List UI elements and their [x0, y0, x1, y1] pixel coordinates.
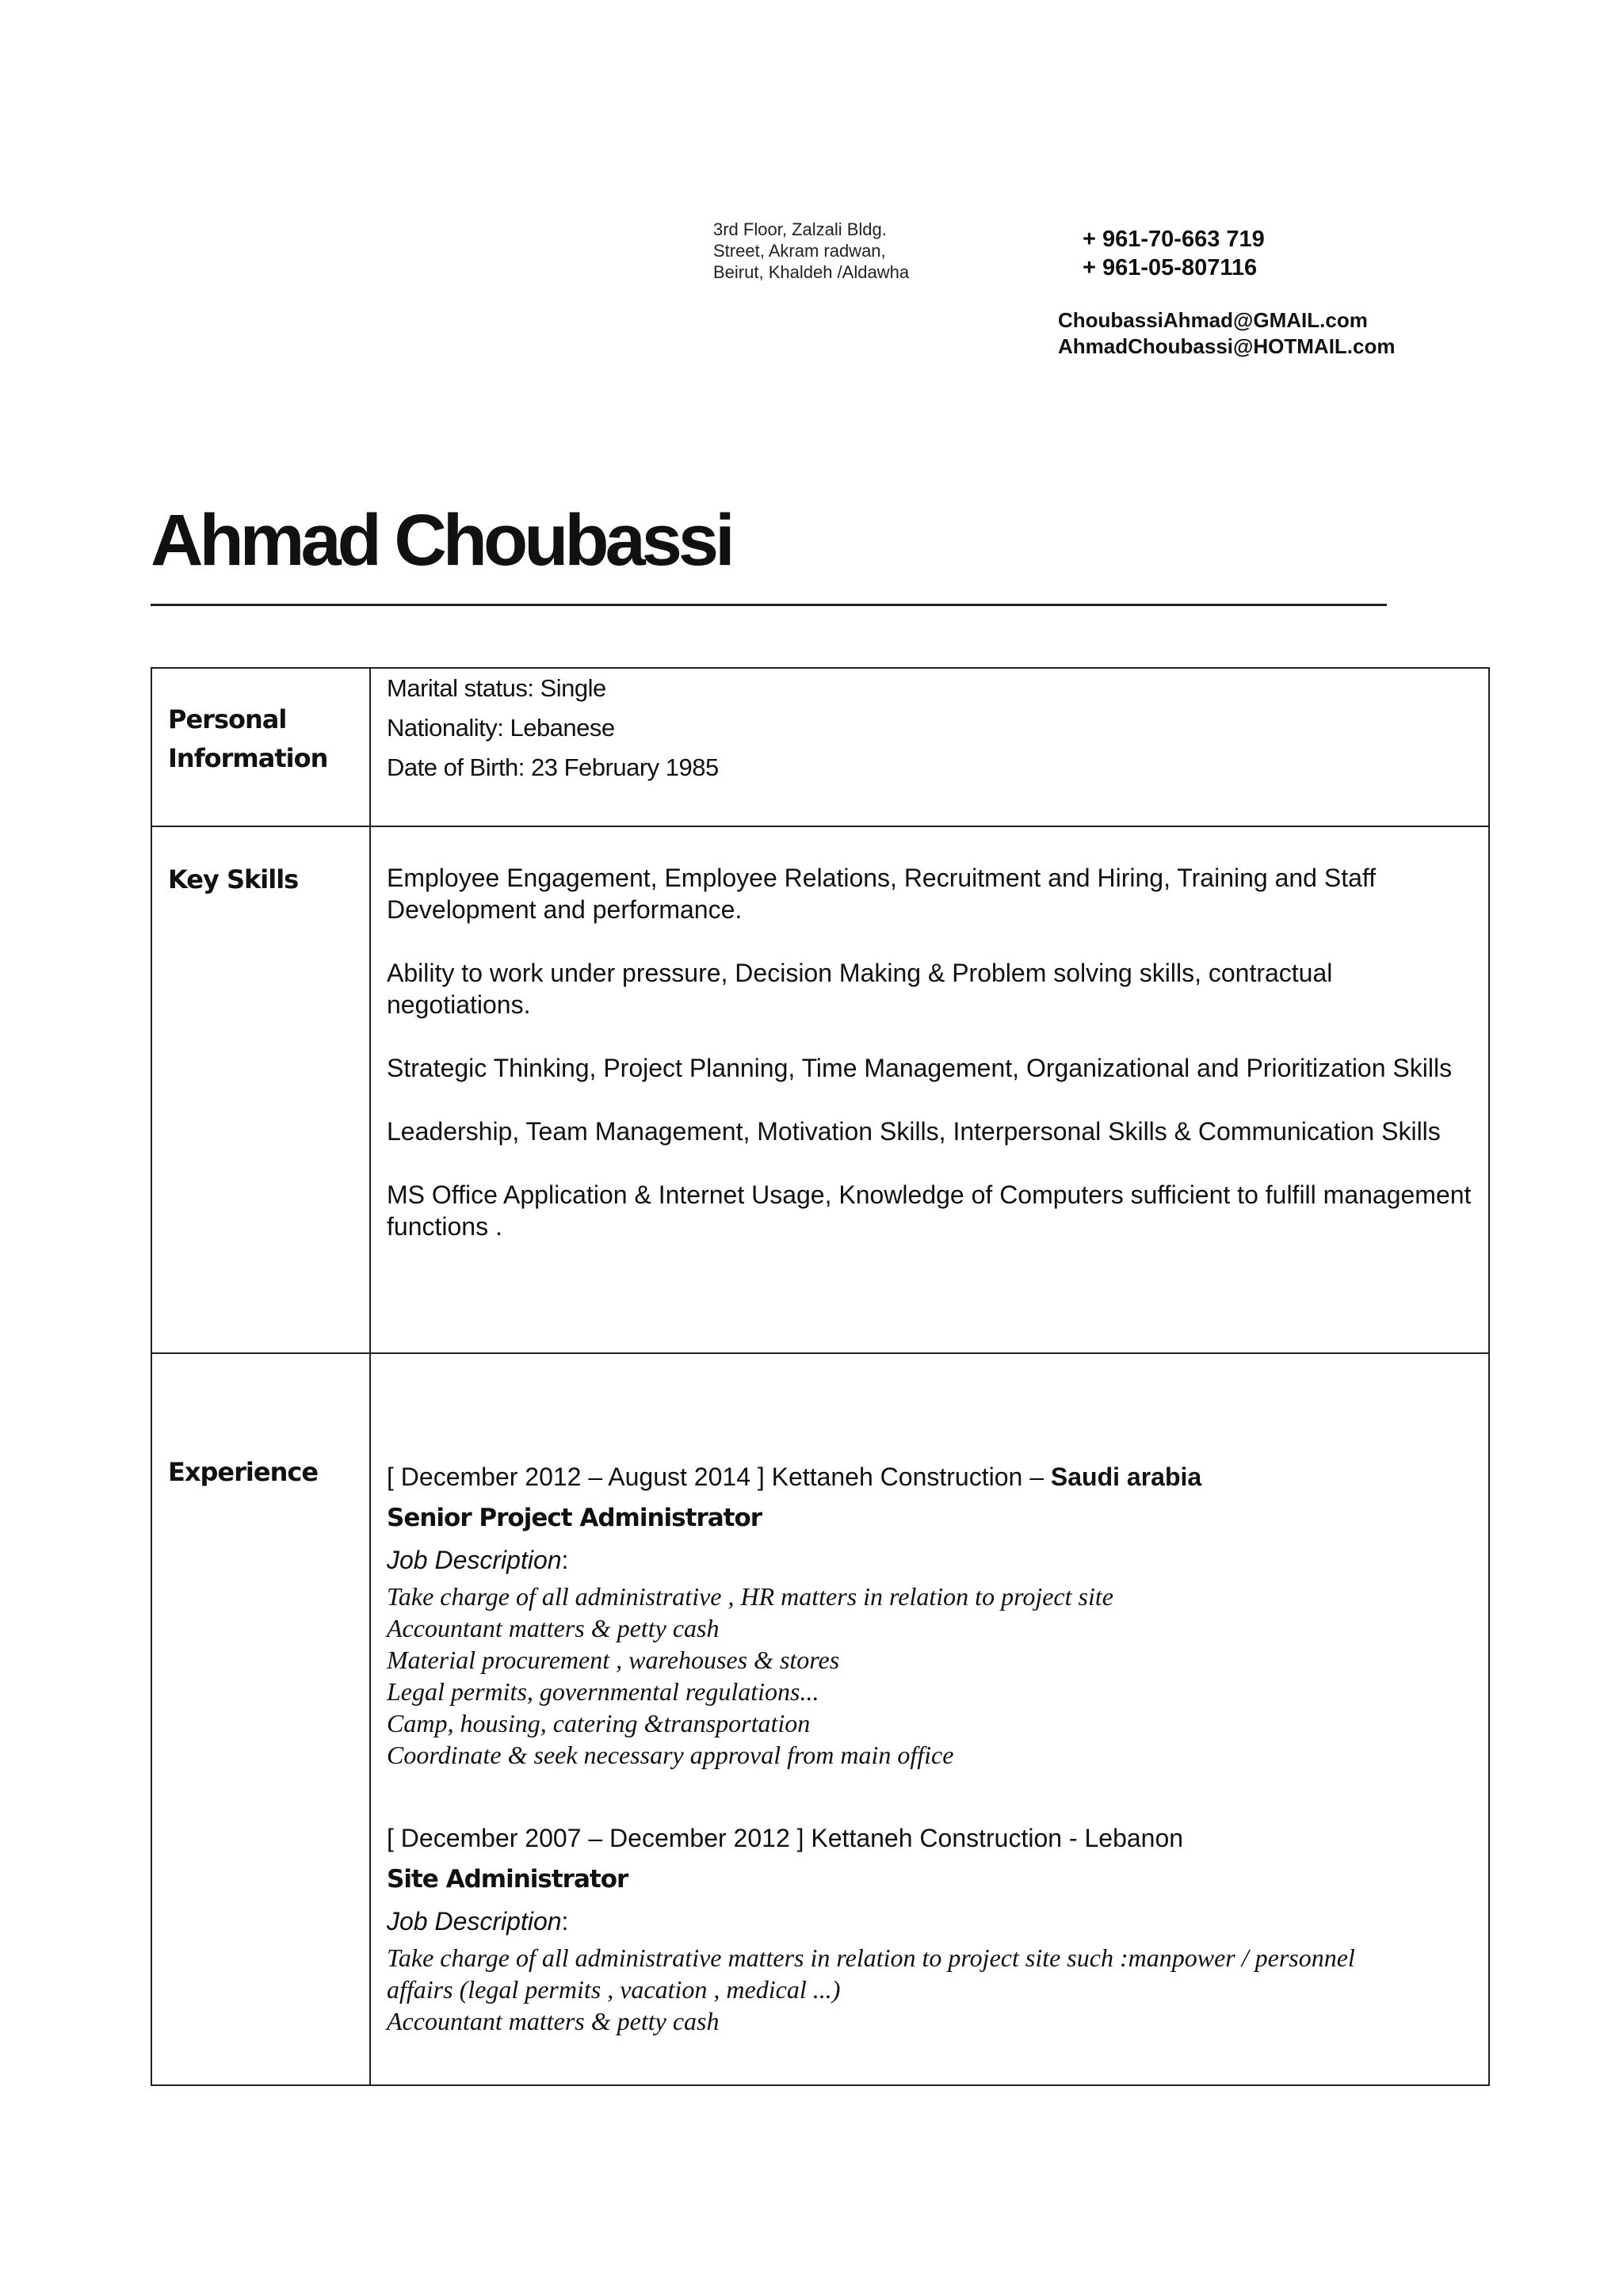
address-line: 3rd Floor, Zalzali Bldg.: [713, 219, 887, 239]
duty-item: Accountant matters & petty cash: [387, 2007, 720, 2035]
date-of-birth: Date of Birth: 23 February 1985: [387, 753, 719, 781]
candidate-name: Ahmad Choubassi: [151, 500, 731, 581]
email-address: AhmadChoubassi@HOTMAIL.com: [1058, 334, 1396, 358]
duty-item: Legal permits, governmental regulations...: [387, 1677, 819, 1706]
skill-paragraph: Ability to work under pressure, Decision Making & Problem solving skills, contractual negotiations.: [387, 959, 1333, 1019]
duty-list: [387, 1942, 1472, 2037]
job-entry: [387, 1818, 1472, 2037]
job-period: [ December 2012 – August 2014 ]: [387, 1463, 765, 1491]
address-block: [713, 219, 909, 283]
skill-paragraph: MS Office Application & Internet Usage, Knowledge of Computers sufficient to fulfill management functions .: [387, 1180, 1472, 1241]
duty-item: affairs (legal permits , vacation , medical ...): [387, 1975, 841, 2004]
marital-status: Marital status: Single: [387, 674, 606, 702]
nationality: Nationality: Lebanese: [387, 714, 615, 742]
label-line: Information: [168, 743, 328, 773]
phone-number: + 961-05-807116: [1083, 255, 1258, 280]
duty-item: Accountant matters & petty cash: [387, 1614, 720, 1642]
duty-item: Coordinate & seek necessary approval from main office: [387, 1741, 954, 1769]
job-title: Senior Project Administrator: [387, 1504, 762, 1532]
email-address: ChoubassiAhmad@GMAIL.com: [1058, 308, 1368, 332]
experience-label: Experience: [168, 1457, 319, 1487]
skill-paragraph: Employee Engagement, Employee Relations, Recruitment and Hiring, Training and Staff Development and performance.: [387, 864, 1377, 924]
job-entry: [387, 1457, 1472, 1771]
job-period: [ December 2007 – December 2012 ]: [387, 1824, 804, 1852]
personal-information-label: [152, 669, 369, 778]
phone-number: + 961-70-663 719: [1083, 227, 1265, 252]
address-line: Street, Akram radwan,: [713, 241, 886, 261]
experience-row: [151, 1353, 1489, 2085]
job-description-label-text: Job Description: [387, 1907, 562, 1936]
label-line: Personal: [168, 704, 287, 734]
key-skills-row: [151, 826, 1489, 1353]
skill-paragraph: Strategic Thinking, Project Planning, Time Management, Organizational and Prioritization Skills: [387, 1054, 1453, 1082]
phone-block: [1083, 225, 1265, 282]
section-label-cell: [151, 1353, 370, 2085]
job-title: Site Administrator: [387, 1865, 628, 1894]
experience-content: [370, 1353, 1489, 2085]
key-skills-label: Key Skills: [168, 864, 299, 894]
job-description-label: Job Description:: [387, 1907, 569, 1936]
key-skills-content: [370, 826, 1489, 1353]
duty-item: Take charge of all administrative matters in relation to project site such :manpower / personnel: [387, 1943, 1355, 1972]
duty-list: [387, 1581, 1472, 1771]
duty-item: Material procurement , warehouses & stores: [387, 1646, 840, 1674]
name-divider: [151, 604, 1387, 606]
job-description-label: Job Description:: [387, 1546, 569, 1574]
personal-information-row: [151, 668, 1489, 826]
skill-paragraph: Leadership, Team Management, Motivation Skills, Interpersonal Skills & Communication Skills: [387, 1117, 1441, 1146]
job-company: Kettaneh Construction –: [771, 1463, 1051, 1491]
duty-item: Take charge of all administrative , HR matters in relation to project site: [387, 1582, 1113, 1611]
personal-information-content: [370, 668, 1489, 826]
section-label-cell: [151, 668, 370, 826]
email-block: [1058, 307, 1395, 360]
job-company: Kettaneh Construction - Lebanon: [811, 1824, 1184, 1852]
job-header: [387, 1818, 1472, 1858]
address-line: Beirut, Khaldeh /Aldawha: [713, 262, 910, 282]
resume-table: [151, 667, 1490, 2086]
section-label-cell: [151, 826, 370, 1353]
job-description-label-text: Job Description: [387, 1546, 562, 1574]
duty-item: Camp, housing, catering &transportation: [387, 1709, 811, 1737]
job-header: [387, 1457, 1472, 1497]
job-location: Saudi arabia: [1050, 1463, 1202, 1491]
